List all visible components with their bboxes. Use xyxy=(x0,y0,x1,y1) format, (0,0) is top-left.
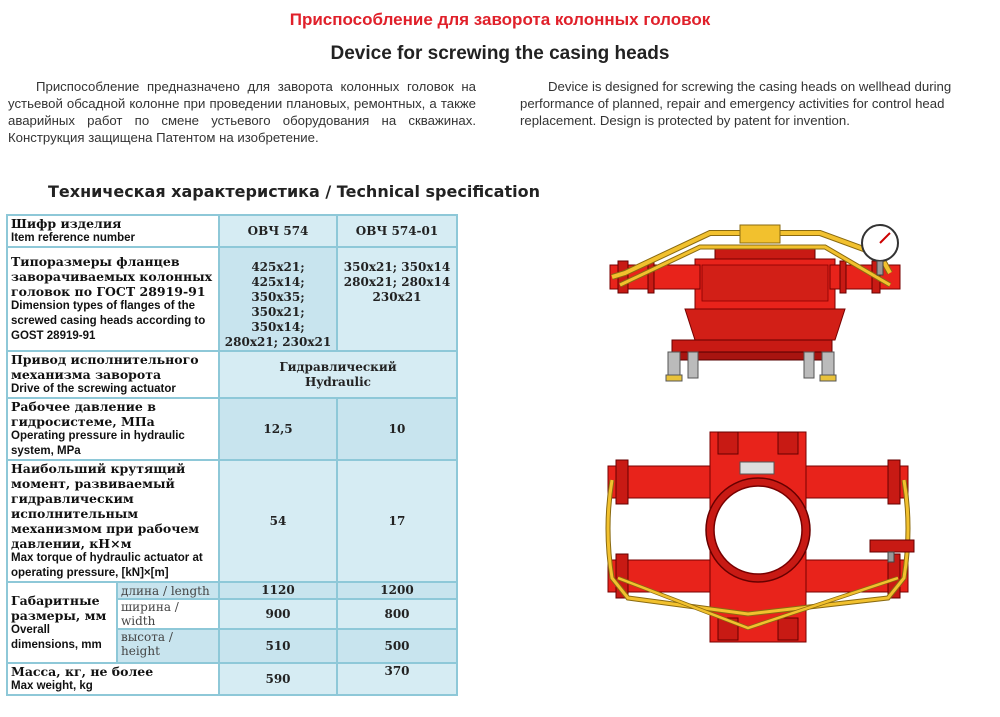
dims-label-cell xyxy=(7,582,117,663)
drive-value xyxy=(219,351,457,398)
spec-table xyxy=(6,214,458,696)
pressure-value-2: 10 xyxy=(337,398,457,460)
item-label-cell xyxy=(7,215,219,247)
torque-value-1: 54 xyxy=(219,460,337,582)
height-value-2: 500 xyxy=(337,629,457,663)
dims-label-en: Overall dimensions, mm xyxy=(11,623,102,651)
table-row xyxy=(7,663,457,695)
table-row xyxy=(7,398,457,460)
drive-label-cell xyxy=(7,351,219,398)
mass-label-cell xyxy=(7,663,219,695)
width-value-1: 900 xyxy=(219,599,337,629)
drive-value-ru: Гидравлический xyxy=(279,359,397,374)
torque-label-ru: Наибольший крутящий момент, развиваемый гидравлическим исполнительным механизмом при рабочем давлении, кН×м xyxy=(11,461,200,551)
item-label-en: Item reference number xyxy=(11,232,135,244)
pressure-label-ru: Рабочее давление в гидросистеме, МПа xyxy=(11,399,156,429)
length-value-1: 1120 xyxy=(219,582,337,599)
width-value-2: 800 xyxy=(337,599,457,629)
torque-value-2: 17 xyxy=(337,460,457,582)
length-label: длина / length xyxy=(117,582,219,599)
side-view-drawing xyxy=(590,215,920,395)
flanges-value-1: 425x21; 425x14; 350x35; 350x21; 350x14; 280x21; 230x21 xyxy=(219,247,337,351)
spec-heading: Техническая характеристика / Technical specification xyxy=(48,182,540,201)
mass-value-1: 590 xyxy=(219,663,337,695)
intro-ru: Приспособление предназначено для заворота колонных головок на устьевой обсадной колонне при проведении плановых, ремонтных, а также аварийных работ по смене устьевого оборудования на скважинах. Конструкция защищена Патентом на изобретение. xyxy=(8,79,476,145)
flanges-value-2: 350x21; 350x14 280x21; 280x14 230x21 xyxy=(337,247,457,351)
flanges-label-en: Dimension types of flanges of the screwed casing heads according to GOST 28919-91 xyxy=(11,300,206,342)
model-1-header: ОВЧ 574 xyxy=(219,215,337,247)
flanges-label-ru: Типоразмеры фланцев заворачиваемых колонных головок по ГОСТ 28919-91 xyxy=(11,254,213,299)
pressure-value-1: 12,5 xyxy=(219,398,337,460)
height-label: высота / height xyxy=(117,629,219,663)
item-label-ru: Шифр изделия xyxy=(11,216,122,231)
table-row xyxy=(7,247,457,351)
model-2-header: ОВЧ 574-01 xyxy=(337,215,457,247)
dims-label-ru: Габаритные размеры, мм xyxy=(11,592,107,623)
torque-label-cell xyxy=(7,460,219,582)
pressure-label-en: Operating pressure in hydraulic system, MPa xyxy=(11,430,185,457)
page-title-en: Device for screwing the casing heads xyxy=(330,43,670,64)
height-value-1: 510 xyxy=(219,629,337,663)
mass-label-en: Max weight, kg xyxy=(11,680,93,692)
table-row xyxy=(7,582,457,599)
drive-value-en: Hydraulic xyxy=(305,374,371,389)
intro-en: Device is designed for screwing the casing heads on wellhead during performance of planned, repair and emergency activities for control head replacement. Design is protected by patent for invention. xyxy=(520,79,952,128)
drive-label-ru: Привод исполнительного механизма заворота xyxy=(11,352,199,382)
mass-value-2: 370 xyxy=(337,663,457,695)
length-value-2: 1200 xyxy=(337,582,457,599)
drive-label-en: Drive of the screwing actuator xyxy=(11,383,176,395)
torque-label-en: Max torque of hydraulic actuator at operating pressure, [kN]×[m] xyxy=(11,552,203,579)
pressure-label-cell xyxy=(7,398,219,460)
width-label: ширина / width xyxy=(117,599,219,629)
table-row xyxy=(7,460,457,582)
table-row xyxy=(7,215,457,247)
flanges-label-cell xyxy=(7,247,219,351)
table-row xyxy=(7,351,457,398)
page-title-ru: Приспособление для заворота колонных головок xyxy=(289,10,711,29)
mass-label-ru: Масса, кг, не более xyxy=(11,664,154,679)
top-view-drawing xyxy=(598,428,920,648)
